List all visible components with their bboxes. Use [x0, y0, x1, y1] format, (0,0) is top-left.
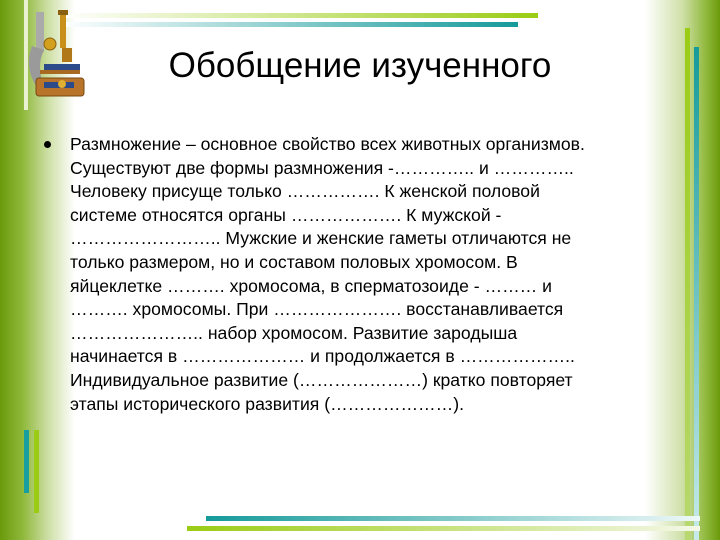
slide-body-text [70, 133, 585, 416]
body-line: ………………….. набор хромосом. Развитие зародыша [70, 322, 518, 343]
bottom-teal-line [206, 516, 700, 521]
top-teal-line [60, 22, 518, 27]
body-line: Человеку присуще только ……………. К женской половой [70, 181, 540, 202]
top-green-line [60, 13, 538, 18]
body-line: только размером, но и составом половых хромосом. В [70, 251, 518, 272]
slide-title: Обобщение изученного [168, 46, 552, 85]
body-line: начинается в ………………… и продолжается в ……………….. [70, 346, 575, 367]
body-line: ………. хромосомы. При …………………. восстанавливается [70, 299, 564, 320]
left-vertical-green [34, 430, 39, 513]
body-line: системе относятся органы ………………. К мужской - [70, 204, 502, 225]
left-vertical-teal [24, 430, 29, 493]
body-line: этапы исторического развития (…………………). [70, 393, 464, 414]
body-line: Размножение – основное свойство всех животных организмов. [70, 134, 585, 154]
right-vertical-green [685, 28, 690, 540]
body-line: Существуют две формы размножения -………….. и ………….. [70, 157, 574, 178]
right-vertical-teal [694, 47, 699, 540]
body-line: Индивидуальное развитие (…………………) кратко повторяет [70, 369, 573, 390]
body-line: яйцеклетке ………. хромосома, в сперматозоиде - ……… и [70, 275, 552, 296]
bullet-point [44, 141, 51, 148]
body-line: …………………….. Мужские и женские гаметы отличаются не [70, 228, 572, 249]
bottom-green-line [187, 526, 700, 531]
